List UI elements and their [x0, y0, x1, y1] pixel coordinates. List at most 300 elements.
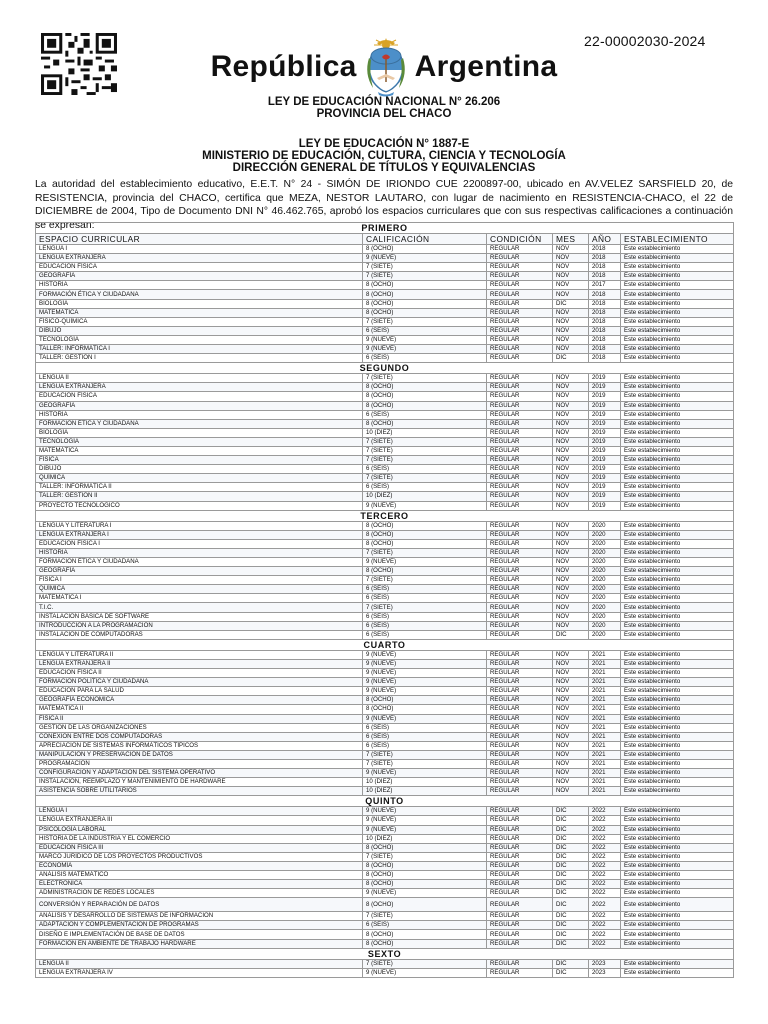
year-cell: 2019 — [589, 437, 621, 446]
condition-cell: REGULAR — [487, 254, 553, 263]
condition-cell: REGULAR — [487, 272, 553, 281]
month-cell: NOV — [553, 741, 589, 750]
subject-cell: PSICOLOGÍA LABORAL — [36, 825, 363, 834]
month-cell: DIC — [553, 898, 589, 912]
institution-cell: Este establecimiento — [621, 521, 734, 530]
table-row — [36, 317, 734, 326]
province: PROVINCIA DEL CHACO — [316, 108, 452, 120]
table-row — [36, 272, 734, 281]
year-cell: 2019 — [589, 428, 621, 437]
subject-cell: DIBUJO — [36, 465, 363, 474]
month-cell: NOV — [553, 317, 589, 326]
grade-cell: 7 (SIETE) — [363, 576, 487, 585]
condition-cell: REGULAR — [487, 741, 553, 750]
table-row — [36, 852, 734, 861]
grade-cell: 7 (SIETE) — [363, 759, 487, 768]
subject-cell: LENGUA EXTRANJERA — [36, 254, 363, 263]
month-cell: NOV — [553, 308, 589, 317]
year-cell: 2019 — [589, 383, 621, 392]
year-cell: 2018 — [589, 345, 621, 354]
year-cell: 2020 — [589, 585, 621, 594]
condition-cell: REGULAR — [487, 308, 553, 317]
subject-cell: TALLER: GESTIÓN I — [36, 354, 363, 363]
condition-cell: REGULAR — [487, 317, 553, 326]
month-cell: DIC — [553, 939, 589, 948]
month-cell: NOV — [553, 769, 589, 778]
grade-cell: 6 (SEIS) — [363, 326, 487, 335]
condition-cell: REGULAR — [487, 669, 553, 678]
institution-cell: Este establecimiento — [621, 921, 734, 930]
grade-cell: 6 (SEIS) — [363, 483, 487, 492]
subject-cell: FÍSICA II — [36, 714, 363, 723]
grades-table — [35, 222, 734, 978]
year-cell: 2022 — [589, 816, 621, 825]
subject-cell: PROYECTO TECNOLÓGICO — [36, 501, 363, 510]
year-cell: 2020 — [589, 530, 621, 539]
subject-cell: GESTIÓN DE LAS ORGANIZACIONES — [36, 723, 363, 732]
subject-cell: CONEXIÓN ENTRE DOS COMPUTADORAS — [36, 732, 363, 741]
institution-cell: Este establecimiento — [621, 871, 734, 880]
table-row — [36, 308, 734, 317]
subject-cell: APRECIACIÓN DE SISTEMAS INFORMÁTICOS TÍPICOS — [36, 741, 363, 750]
subject-cell: GEOGRAFÍA — [36, 567, 363, 576]
grade-cell: 6 (SEIS) — [363, 594, 487, 603]
subject-cell: TECNOLOGÍA — [36, 335, 363, 344]
institution-cell: Este establecimiento — [621, 428, 734, 437]
table-row — [36, 778, 734, 787]
institution-cell: Este establecimiento — [621, 326, 734, 335]
grade-cell: 8 (OCHO) — [363, 898, 487, 912]
table-row — [36, 787, 734, 796]
coat-of-arms-icon — [363, 36, 409, 98]
table-row — [36, 437, 734, 446]
year-cell: 2021 — [589, 714, 621, 723]
section-header — [36, 639, 734, 650]
institution-cell: Este establecimiento — [621, 732, 734, 741]
year-cell: 2021 — [589, 750, 621, 759]
month-cell: NOV — [553, 428, 589, 437]
institution-cell: Este establecimiento — [621, 548, 734, 557]
month-cell: NOV — [553, 465, 589, 474]
month-cell: DIC — [553, 852, 589, 861]
grade-cell: 9 (NUEVE) — [363, 968, 487, 977]
month-cell: NOV — [553, 326, 589, 335]
subject-cell: EDUCACIÓN FÍSICA II — [36, 669, 363, 678]
table-row — [36, 825, 734, 834]
condition-cell: REGULAR — [487, 880, 553, 889]
section-title: CUARTO — [36, 639, 734, 650]
year-cell: 2019 — [589, 456, 621, 465]
year-cell: 2023 — [589, 968, 621, 977]
year-cell: 2018 — [589, 308, 621, 317]
institution-cell: Este establecimiento — [621, 714, 734, 723]
year-cell: 2020 — [589, 621, 621, 630]
subject-cell: LENGUA II — [36, 374, 363, 383]
subject-cell: FORMACIÓN ÉTICA Y CIUDADANA — [36, 290, 363, 299]
condition-cell: REGULAR — [487, 383, 553, 392]
month-cell: DIC — [553, 807, 589, 816]
table-row — [36, 567, 734, 576]
month-cell: NOV — [553, 392, 589, 401]
grade-cell: 8 (OCHO) — [363, 383, 487, 392]
grade-cell: 9 (NUEVE) — [363, 678, 487, 687]
table-row — [36, 483, 734, 492]
month-cell: NOV — [553, 669, 589, 678]
grade-cell: 7 (SIETE) — [363, 603, 487, 612]
month-cell: NOV — [553, 281, 589, 290]
table-row — [36, 696, 734, 705]
year-cell: 2022 — [589, 939, 621, 948]
institution-cell: Este establecimiento — [621, 594, 734, 603]
table-row — [36, 939, 734, 948]
institution-cell: Este establecimiento — [621, 930, 734, 939]
month-cell: DIC — [553, 912, 589, 921]
condition-cell: REGULAR — [487, 759, 553, 768]
table-row — [36, 612, 734, 621]
condition-cell: REGULAR — [487, 428, 553, 437]
institution-cell: Este establecimiento — [621, 750, 734, 759]
ministry: MINISTERIO DE EDUCACIÓN, CULTURA, CIENCIA Y TECNOLOGÍA — [202, 150, 566, 162]
grade-cell: 8 (OCHO) — [363, 308, 487, 317]
year-cell: 2018 — [589, 317, 621, 326]
table-row — [36, 354, 734, 363]
institution-cell: Este establecimiento — [621, 299, 734, 308]
month-cell: NOV — [553, 374, 589, 383]
year-cell: 2018 — [589, 254, 621, 263]
month-cell: NOV — [553, 245, 589, 254]
month-cell: NOV — [553, 492, 589, 501]
month-cell: DIC — [553, 834, 589, 843]
table-row — [36, 474, 734, 483]
condition-cell: REGULAR — [487, 921, 553, 930]
institution-cell: Este establecimiento — [621, 383, 734, 392]
section-title: SEGUNDO — [36, 363, 734, 374]
month-cell: DIC — [553, 825, 589, 834]
condition-cell: REGULAR — [487, 714, 553, 723]
month-cell: NOV — [553, 732, 589, 741]
grade-cell: 9 (NUEVE) — [363, 659, 487, 668]
month-cell: NOV — [553, 419, 589, 428]
condition-cell: REGULAR — [487, 861, 553, 870]
grade-cell: 6 (SEIS) — [363, 465, 487, 474]
grade-cell: 10 (DIEZ) — [363, 428, 487, 437]
subject-cell: EDUCACIÓN FÍSICA — [36, 263, 363, 272]
subject-cell: INSTALACIÓN, REEMPLAZO Y MANTENIMIENTO DE HARDWARE — [36, 778, 363, 787]
subject-cell: MATEMÁTICA I — [36, 594, 363, 603]
institution-cell: Este establecimiento — [621, 576, 734, 585]
condition-cell: REGULAR — [487, 732, 553, 741]
subject-cell: LENGUA I — [36, 807, 363, 816]
table-row — [36, 492, 734, 501]
table-row — [36, 687, 734, 696]
condition-cell: REGULAR — [487, 474, 553, 483]
institution-cell: Este establecimiento — [621, 759, 734, 768]
subject-cell: ELECTRÓNICA — [36, 880, 363, 889]
institution-cell: Este establecimiento — [621, 687, 734, 696]
institution-cell: Este establecimiento — [621, 852, 734, 861]
condition-cell: REGULAR — [487, 852, 553, 861]
month-cell: DIC — [553, 630, 589, 639]
subject-cell: MATEMÁTICA — [36, 446, 363, 455]
month-cell: NOV — [553, 345, 589, 354]
year-cell: 2021 — [589, 705, 621, 714]
subject-cell: FÍSICO-QUÍMICA — [36, 317, 363, 326]
condition-cell: REGULAR — [487, 492, 553, 501]
section-header — [36, 363, 734, 374]
document-number: 22-00002030-2024 — [584, 33, 706, 49]
table-row — [36, 254, 734, 263]
condition-cell: REGULAR — [487, 419, 553, 428]
condition-cell: REGULAR — [487, 437, 553, 446]
month-cell: NOV — [553, 659, 589, 668]
institution-cell: Este establecimiento — [621, 630, 734, 639]
month-cell: NOV — [553, 678, 589, 687]
institution-cell: Este establecimiento — [621, 474, 734, 483]
condition-cell: REGULAR — [487, 585, 553, 594]
year-cell: 2021 — [589, 687, 621, 696]
institution-cell: Este establecimiento — [621, 272, 734, 281]
year-cell: 2020 — [589, 567, 621, 576]
grade-cell: 6 (SEIS) — [363, 410, 487, 419]
condition-cell: REGULAR — [487, 807, 553, 816]
year-cell: 2022 — [589, 825, 621, 834]
institution-cell: Este establecimiento — [621, 843, 734, 852]
table-row — [36, 630, 734, 639]
year-cell: 2022 — [589, 921, 621, 930]
condition-cell: REGULAR — [487, 750, 553, 759]
grade-cell: 7 (SIETE) — [363, 437, 487, 446]
condition-cell: REGULAR — [487, 335, 553, 344]
subject-cell: LENGUA Y LITERATURA II — [36, 650, 363, 659]
institution-cell: Este establecimiento — [621, 374, 734, 383]
condition-cell: REGULAR — [487, 705, 553, 714]
subject-cell: QUÍMICA — [36, 474, 363, 483]
grade-cell: 8 (OCHO) — [363, 930, 487, 939]
year-cell: 2021 — [589, 723, 621, 732]
year-cell: 2022 — [589, 843, 621, 852]
year-cell: 2022 — [589, 861, 621, 870]
subject-cell: FORMACIÓN POLÍTICA Y CIUDADANA — [36, 678, 363, 687]
institution-cell: Este establecimiento — [621, 612, 734, 621]
year-cell: 2021 — [589, 778, 621, 787]
condition-cell: REGULAR — [487, 769, 553, 778]
condition-cell: REGULAR — [487, 930, 553, 939]
year-cell: 2018 — [589, 245, 621, 254]
institution-cell: Este establecimiento — [621, 807, 734, 816]
grade-cell: 8 (OCHO) — [363, 290, 487, 299]
grade-cell: 8 (OCHO) — [363, 401, 487, 410]
month-cell: DIC — [553, 921, 589, 930]
institution-cell: Este establecimiento — [621, 816, 734, 825]
condition-cell: REGULAR — [487, 245, 553, 254]
institution-cell: Este establecimiento — [621, 968, 734, 977]
condition-cell: REGULAR — [487, 290, 553, 299]
section-title: TERCERO — [36, 510, 734, 521]
table-row — [36, 898, 734, 912]
subject-cell: BIOLOGÍA — [36, 299, 363, 308]
year-cell: 2019 — [589, 492, 621, 501]
month-cell: NOV — [553, 576, 589, 585]
grade-cell: 6 (SEIS) — [363, 732, 487, 741]
subject-cell: MARCO JURÍDICO DE LOS PROYECTOS PRODUCTIVOS — [36, 852, 363, 861]
year-cell: 2019 — [589, 410, 621, 419]
condition-cell: REGULAR — [487, 787, 553, 796]
subject-cell: ADAPTACIÓN Y COMPLEMENTACIÓN DE PROGRAMAS — [36, 921, 363, 930]
year-cell: 2018 — [589, 272, 621, 281]
year-cell: 2021 — [589, 787, 621, 796]
condition-cell: REGULAR — [487, 299, 553, 308]
year-cell: 2020 — [589, 521, 621, 530]
subject-cell: LENGUA Y LITERATURA I — [36, 521, 363, 530]
section-title: SEXTO — [36, 948, 734, 959]
subject-cell: QUÍMICA — [36, 585, 363, 594]
year-cell: 2019 — [589, 446, 621, 455]
condition-cell: REGULAR — [487, 558, 553, 567]
condition-cell: REGULAR — [487, 678, 553, 687]
institution-cell: Este establecimiento — [621, 621, 734, 630]
month-cell: NOV — [553, 290, 589, 299]
grade-cell: 7 (SIETE) — [363, 446, 487, 455]
subject-cell: PROGRAMACIÓN — [36, 759, 363, 768]
institution-cell: Este establecimiento — [621, 898, 734, 912]
condition-cell: REGULAR — [487, 354, 553, 363]
month-cell: NOV — [553, 446, 589, 455]
table-row — [36, 603, 734, 612]
month-cell: NOV — [553, 501, 589, 510]
table-row — [36, 741, 734, 750]
grade-cell: 9 (NUEVE) — [363, 335, 487, 344]
table-row — [36, 968, 734, 977]
grade-cell: 7 (SIETE) — [363, 912, 487, 921]
year-cell: 2022 — [589, 871, 621, 880]
institution-cell: Este establecimiento — [621, 912, 734, 921]
subject-cell: CONVERSIÓN Y REPARACIÓN DE DATOS — [36, 898, 363, 912]
grade-cell: 9 (NUEVE) — [363, 825, 487, 834]
condition-cell: REGULAR — [487, 834, 553, 843]
grade-cell: 8 (OCHO) — [363, 245, 487, 254]
condition-cell: REGULAR — [487, 483, 553, 492]
subject-cell: DISEÑO E IMPLEMENTACIÓN DE BASE DE DATOS — [36, 930, 363, 939]
institution-cell: Este establecimiento — [621, 741, 734, 750]
institution-cell: Este establecimiento — [621, 959, 734, 968]
subject-cell: INSTALACIÓN BÁSICA DE SOFTWARE — [36, 612, 363, 621]
month-cell: DIC — [553, 299, 589, 308]
year-cell: 2022 — [589, 912, 621, 921]
condition-cell: REGULAR — [487, 939, 553, 948]
year-cell: 2020 — [589, 594, 621, 603]
month-cell: NOV — [553, 521, 589, 530]
subject-cell: LENGUA EXTRANJERA II — [36, 659, 363, 668]
year-cell: 2018 — [589, 354, 621, 363]
month-cell: NOV — [553, 594, 589, 603]
subject-cell: LENGUA EXTRANJERA I — [36, 530, 363, 539]
subject-cell: ECONOMÍA — [36, 861, 363, 870]
table-row — [36, 769, 734, 778]
month-cell: NOV — [553, 254, 589, 263]
year-cell: 2022 — [589, 880, 621, 889]
condition-cell: REGULAR — [487, 968, 553, 977]
month-cell: NOV — [553, 558, 589, 567]
table-row — [36, 807, 734, 816]
condition-cell: REGULAR — [487, 650, 553, 659]
grade-cell: 7 (SIETE) — [363, 548, 487, 557]
subject-cell: INTRODUCCIÓN A LA PROGRAMACIÓN — [36, 621, 363, 630]
year-cell: 2022 — [589, 889, 621, 898]
institution-cell: Este establecimiento — [621, 669, 734, 678]
column-header: CONDICIÓN — [487, 234, 553, 245]
subject-cell: LENGUA II — [36, 959, 363, 968]
grade-cell: 6 (SEIS) — [363, 741, 487, 750]
institution-cell: Este establecimiento — [621, 254, 734, 263]
subject-cell: MATEMÁTICA — [36, 308, 363, 317]
year-cell: 2020 — [589, 612, 621, 621]
year-cell: 2021 — [589, 741, 621, 750]
month-cell: DIC — [553, 843, 589, 852]
condition-cell: REGULAR — [487, 816, 553, 825]
subject-cell: TALLER: INFORMÁTICA II — [36, 483, 363, 492]
table-row — [36, 650, 734, 659]
year-cell: 2021 — [589, 650, 621, 659]
table-row — [36, 419, 734, 428]
table-row — [36, 558, 734, 567]
table-row — [36, 245, 734, 254]
month-cell: NOV — [553, 383, 589, 392]
table-row — [36, 263, 734, 272]
month-cell: NOV — [553, 650, 589, 659]
month-cell: NOV — [553, 437, 589, 446]
year-cell: 2020 — [589, 558, 621, 567]
institution-cell: Este establecimiento — [621, 245, 734, 254]
table-row — [36, 834, 734, 843]
table-row — [36, 659, 734, 668]
institution-cell: Este establecimiento — [621, 889, 734, 898]
condition-cell: REGULAR — [487, 456, 553, 465]
month-cell: NOV — [553, 714, 589, 723]
month-cell: NOV — [553, 263, 589, 272]
table-row — [36, 410, 734, 419]
condition-cell: REGULAR — [487, 687, 553, 696]
grade-cell: 6 (SEIS) — [363, 630, 487, 639]
grade-cell: 8 (OCHO) — [363, 539, 487, 548]
section-header — [36, 510, 734, 521]
title-right: Argentina — [414, 50, 558, 83]
month-cell: NOV — [553, 530, 589, 539]
section-header — [36, 796, 734, 807]
institution-cell: Este establecimiento — [621, 401, 734, 410]
condition-cell: REGULAR — [487, 778, 553, 787]
grade-cell: 7 (SIETE) — [363, 750, 487, 759]
condition-cell: REGULAR — [487, 501, 553, 510]
grade-cell: 9 (NUEVE) — [363, 687, 487, 696]
month-cell: NOV — [553, 621, 589, 630]
grade-cell: 6 (SEIS) — [363, 612, 487, 621]
institution-cell: Este establecimiento — [621, 263, 734, 272]
year-cell: 2021 — [589, 659, 621, 668]
institution-cell: Este establecimiento — [621, 705, 734, 714]
grade-cell: 8 (OCHO) — [363, 281, 487, 290]
condition-cell: REGULAR — [487, 567, 553, 576]
month-cell: NOV — [553, 696, 589, 705]
grade-cell: 6 (SEIS) — [363, 921, 487, 930]
table-row — [36, 374, 734, 383]
condition-cell: REGULAR — [487, 392, 553, 401]
subject-cell: INSTALACIÓN DE COMPUTADORAS — [36, 630, 363, 639]
subject-cell: EDUCACIÓN FÍSICA I — [36, 539, 363, 548]
table-row — [36, 383, 734, 392]
condition-cell: REGULAR — [487, 912, 553, 921]
table-row — [36, 428, 734, 437]
grade-cell: 9 (NUEVE) — [363, 714, 487, 723]
